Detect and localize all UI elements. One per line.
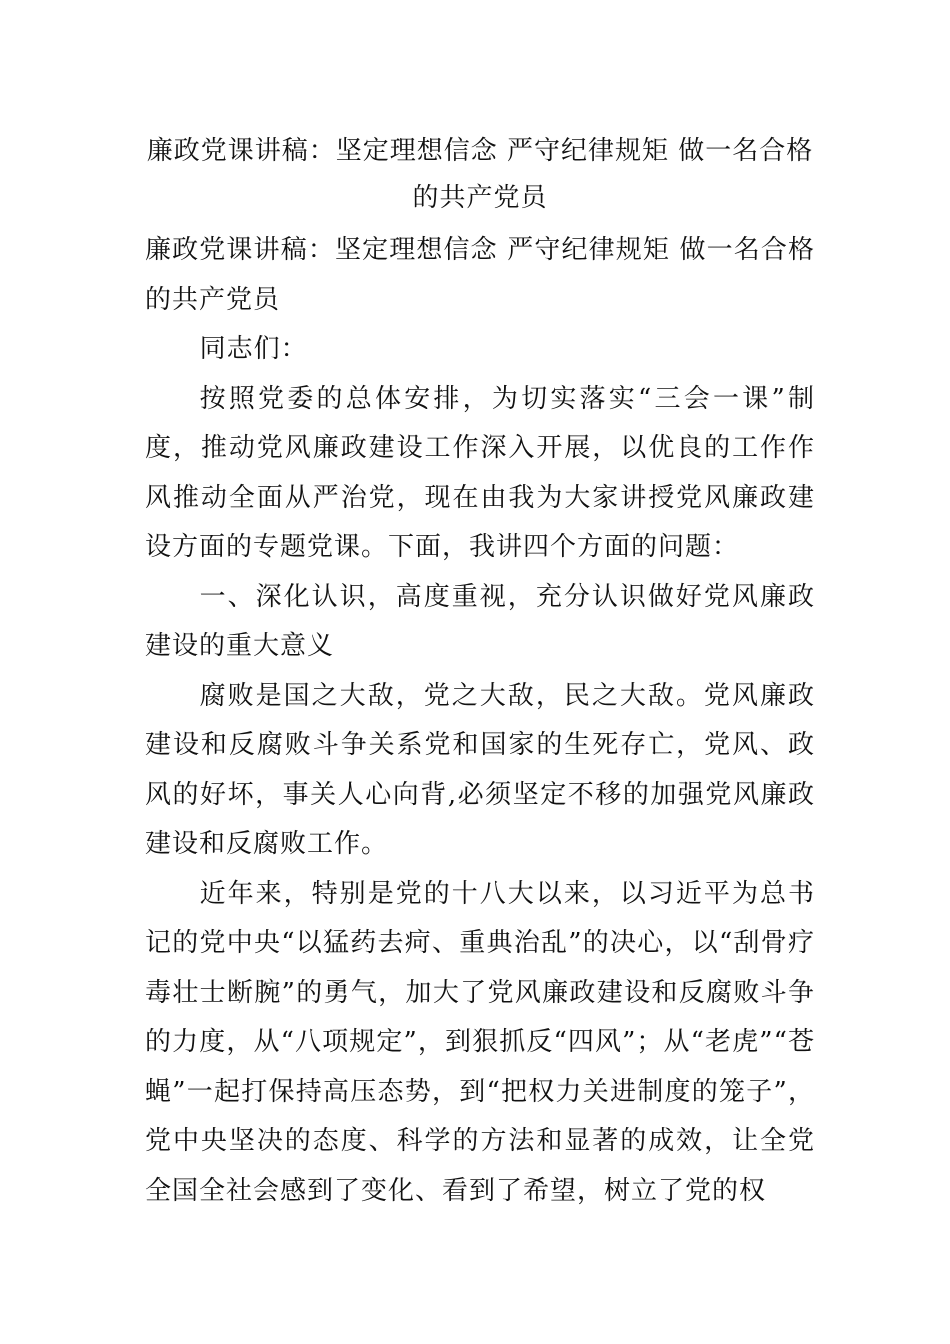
document-body — [145, 226, 815, 1216]
salutation: 同志们： — [199, 334, 308, 364]
paragraph-1: 腐败是国之大敌，党之大敌，民之大敌。党风廉政建设和反腐败斗争关系党和国家的生死存亡，党风、政风的好坏，事关人心向背,必须坚定不移的加强党风廉政建设和反腐败工作。 — [145, 680, 815, 859]
paragraph-2: 近年来，特别是党的十八大以来，以习近平为总书记的党中央“以猛药去疴、重典治乱”的决心，以“刮骨疗毒壮士断腕”的勇气，加大了党风廉政建设和反腐败斗争的力度，从“八项规定”，到狠抓反“四风”；从“老虎”“苍蝇”一起打保持高压态势，到“把权力关进制度的笼子”，党中央坚决的态度、科学的方法和显著的成效，让全党全国全社会感到了变化、看到了希望，树立了党的权 — [145, 878, 815, 1206]
document-title: 廉政党课讲稿：坚定理想信念 严守纪律规矩 做一名合格的共产党员 — [146, 136, 814, 213]
intro-paragraph: 按照党委的总体安排，为切实落实“三会一课”制度，推动党风廉政建设工作深入开展，以优良的工作作风推动全面从严治党，现在由我为大家讲授党风廉政建设方面的专题党课。下面，我讲四个方面的问题： — [145, 383, 815, 562]
section-heading-1: 一、深化认识，高度重视，充分认识做好党风廉政建设的重大意义 — [145, 581, 815, 661]
heading-repeat: 廉政党课讲稿：坚定理想信念 严守纪律规矩 做一名合格的共产党员 — [145, 235, 815, 315]
